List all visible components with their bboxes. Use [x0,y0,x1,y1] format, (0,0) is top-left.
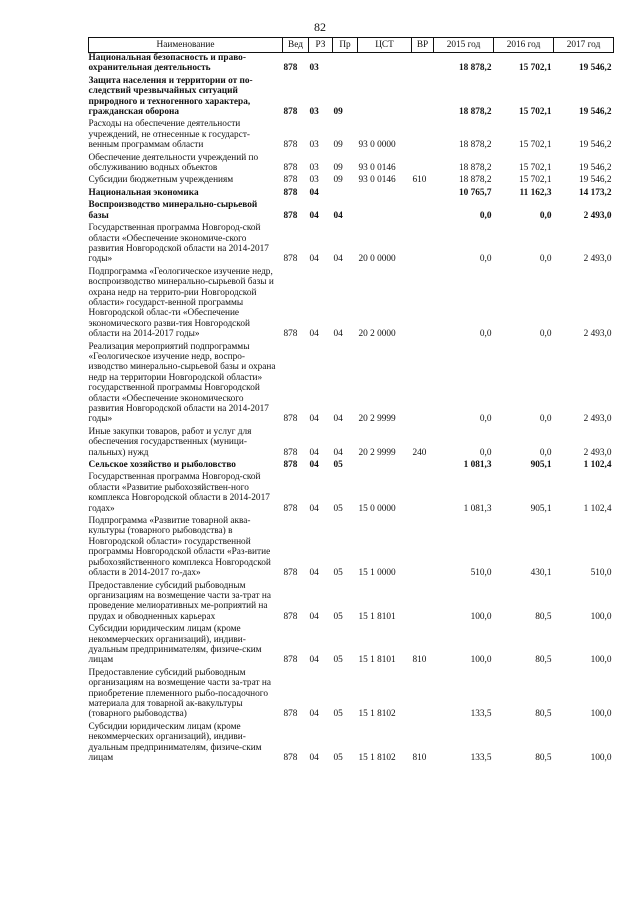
row-value-2015: 510,0 [470,568,492,579]
row-value-2015: 18 878,2 [458,140,492,151]
column-header-pr: Пр [333,38,358,53]
table-row [89,175,614,187]
row-value-2015: 0,0 [479,414,492,425]
row-cst: 15 0 0000 [358,503,396,514]
column-header-2016: 2016 год [494,38,554,53]
row-pr: 05 [333,460,343,471]
row-value-2016: 0,0 [539,447,552,458]
row-value-2016: 0,0 [539,329,552,340]
row-value-2017: 2 493,0 [583,414,612,425]
row-ved: 878 [283,460,298,471]
row-name: Защита населения и территории от по-следствий чрезвычайных ситуаций природного и техногенного характера, гражданская оборона [88,75,253,118]
row-name: Субсидии бюджетным учреждениям [88,175,234,186]
row-vr: 240 [412,447,427,458]
row-value-2016: 0,0 [539,210,552,221]
row-ved: 878 [283,568,298,579]
row-name: Национальная экономика [88,187,199,198]
row-rz: 04 [309,568,319,579]
row-rz: 04 [309,210,319,221]
column-header-2017: 2017 год [554,38,614,53]
row-name: Государственная программа Новгород-ской области «Развитие рыбохозяйствен-ного комплекса Новгородской области в 2014-2017 годах» [88,472,270,514]
row-value-2016: 905,1 [530,460,552,471]
table-row [89,76,614,120]
row-name: Реализация мероприятий подпрограммы «Геологическое изучение недр, воспро-изводство минерально-сырьевой базы и охрана недр на территории Новгородской области» государственной программы Новгородской области «Обеспечение экономического развития Новгородской области на 2014-2017 годы» [88,341,276,425]
row-cst: 93 0 0146 [358,163,396,174]
row-name: Подпрограмма «Развитие товарной аква-культуры (товарного рыбоводства) в Новгородской области» государственной программы Новгородской области «Раз-витие рыбохозяйственного комплекса Новгородской области в 2014-2017 го-дах» [88,516,271,579]
row-value-2015: 1 081,3 [463,503,492,514]
row-rz: 04 [309,655,319,666]
row-value-2015: 0,0 [479,254,492,265]
row-value-2015: 133,5 [470,709,492,720]
row-value-2015: 18 878,2 [458,63,492,74]
row-pr [333,53,358,76]
table-row [89,188,614,200]
row-name: Сельское хозяйство и рыболовство [88,460,236,471]
row-ved: 878 [283,503,298,514]
row-value-2017: 510,0 [590,568,612,579]
row-name: Подпрограмма «Геологическое изучение недр, воспроизводство минерально-сырьевой базы и охрана недр на террито-рии Новгородской области» государст-венной программы Новгородской облас-ти «Обеспечение экономического разви-тия Новгородской области на 2014-2017 годы» [88,266,274,340]
row-value-2017: 19 546,2 [578,175,612,186]
row-ved: 878 [283,329,298,340]
row-vr [412,581,434,625]
row-rz: 04 [309,187,319,198]
row-ved: 878 [283,175,298,186]
column-header-cst: ЦСТ [358,38,412,53]
row-pr: 04 [333,414,343,425]
row-value-2016: 80,5 [535,611,552,622]
column-header-ved: Вед [283,38,309,53]
row-value-2017: 100,0 [590,611,612,622]
row-value-2017: 19 546,2 [578,163,612,174]
table-row [89,722,614,766]
row-ved: 878 [283,63,298,74]
row-value-2015: 0,0 [479,210,492,221]
row-value-2015: 18 878,2 [458,107,492,118]
row-cst: 93 0 0000 [358,140,396,151]
row-value-2015: 0,0 [479,447,492,458]
row-value-2015: 0,0 [479,329,492,340]
row-value-2017: 14 173,2 [578,187,612,198]
row-vr: 810 [412,655,427,666]
column-header-2015: 2015 год [434,38,494,53]
row-cst: 15 1 8101 [358,611,396,622]
row-name: Обеспечение деятельности учреждений по обслуживанию водных объектов [88,152,259,174]
table-row [89,427,614,460]
column-header-name: Наименование [89,38,283,53]
row-vr [412,516,434,580]
row-rz: 03 [309,140,319,151]
row-vr [412,119,434,152]
row-name: Воспроизводство минерально-сырьевой базы [88,200,258,221]
row-ved: 878 [283,140,298,151]
row-value-2017: 2 493,0 [583,254,612,265]
row-ved: 878 [283,753,298,763]
row-rz: 04 [309,503,319,514]
row-rz: 04 [309,753,319,763]
budget-table [88,37,614,765]
row-name: Предоставление субсидий рыбоводным организациям на возмещение части за-трат на проведение мелиоративных ме-роприятий на прудах и обводненных карьерах [88,580,271,622]
row-cst: 15 1 8101 [358,655,396,666]
row-value-2016: 430,1 [530,568,552,579]
table-row [89,200,614,223]
row-vr [412,153,434,176]
row-name: Государственная программа Новгород-ской области «Обеспечение экономиче-ского развития Новгородской области на 2014-2017 годы» [88,223,269,265]
row-value-2016: 15 702,1 [518,175,552,186]
row-cst [358,53,412,76]
row-value-2017: 100,0 [590,655,612,666]
row-pr: 09 [333,107,343,118]
row-value-2016: 0,0 [539,414,552,425]
table-body [89,53,614,766]
row-pr: 04 [333,210,343,221]
table-row [89,581,614,625]
row-pr: 04 [333,447,343,458]
row-pr: 05 [333,753,343,763]
row-cst: 20 2 9999 [358,414,396,425]
row-rz: 03 [309,163,319,174]
row-value-2017: 2 493,0 [583,447,612,458]
row-cst: 15 1 8102 [358,709,396,720]
row-value-2016: 80,5 [535,655,552,666]
row-ved: 878 [283,107,298,118]
row-pr: 05 [333,568,343,579]
row-value-2015: 133,5 [470,753,492,763]
row-value-2016: 15 702,1 [518,140,552,151]
row-ved: 878 [283,447,298,458]
row-vr: 810 [412,753,427,763]
row-vr [412,668,434,722]
row-rz: 04 [309,447,319,458]
row-value-2016: 0,0 [539,254,552,265]
row-value-2015: 100,0 [470,611,492,622]
row-pr: 09 [333,140,343,151]
row-value-2017: 19 546,2 [578,140,612,151]
row-name: Субсидии юридическим лицам (кроме некоммерческих организаций), индиви-дуальным предпринимателям, физиче-ским лицам [88,721,262,763]
row-cst: 20 0 0000 [358,254,396,265]
row-ved: 878 [283,210,298,221]
row-name: Предоставление субсидий рыбоводным организациям на возмещение части за-трат на приобретение племенного рыбо-посадочного материала для товарной ак-вакультуры (товарного рыбоводства) [88,667,271,720]
row-value-2016: 15 702,1 [518,107,552,118]
row-rz: 04 [309,414,319,425]
row-rz: 03 [309,107,319,118]
row-value-2015: 18 878,2 [458,175,492,186]
row-pr: 05 [333,611,343,622]
row-value-2017: 1 102,4 [583,460,612,471]
row-vr [412,200,434,223]
row-ved: 878 [283,187,298,198]
row-cst: 20 2 9999 [358,447,396,458]
row-cst: 20 2 0000 [358,329,396,340]
row-value-2017: 19 546,2 [578,107,612,118]
row-rz: 03 [309,175,319,186]
column-header-rz: РЗ [309,38,333,53]
row-cst [358,76,412,120]
row-pr [333,188,358,200]
row-pr: 05 [333,503,343,514]
row-vr [412,472,434,516]
row-name: Иные закупки товаров, работ и услуг для обеспечения государственных (муници-пальных) нужд [88,426,252,458]
table-row [89,153,614,176]
row-ved: 878 [283,414,298,425]
row-vr: 610 [412,175,427,186]
row-pr: 09 [333,175,343,186]
row-value-2016: 80,5 [535,709,552,720]
row-rz: 04 [309,329,319,340]
row-value-2017: 1 102,4 [583,503,612,514]
row-cst [358,200,412,223]
table-row [89,119,614,152]
row-value-2016: 15 702,1 [518,63,552,74]
row-value-2017: 100,0 [590,753,612,763]
row-value-2017: 2 493,0 [583,329,612,340]
row-ved: 878 [283,254,298,265]
row-value-2015: 100,0 [470,655,492,666]
row-name: Национальная безопасность и право-охранительная деятельность [88,53,246,74]
page-number: 82 [314,20,326,34]
row-ved: 878 [283,655,298,666]
row-cst [358,188,412,200]
row-rz: 04 [309,709,319,720]
column-header-vr: ВР [412,38,434,53]
row-pr: 04 [333,329,343,340]
row-vr [412,267,434,342]
row-value-2017: 100,0 [590,709,612,720]
row-cst [358,460,412,472]
row-rz: 04 [309,460,319,471]
row-rz: 03 [309,63,319,74]
row-ved: 878 [283,163,298,174]
row-cst: 15 1 0000 [358,568,396,579]
row-vr [412,76,434,120]
row-vr [412,342,434,427]
row-value-2016: 15 702,1 [518,163,552,174]
row-value-2016: 80,5 [535,753,552,763]
table-row [89,668,614,722]
row-ved: 878 [283,709,298,720]
table-row [89,460,614,472]
row-value-2017: 19 546,2 [578,63,612,74]
row-ved: 878 [283,611,298,622]
table-row [89,472,614,516]
row-name: Субсидии юридическим лицам (кроме некоммерческих организаций), индиви-дуальным предпринимателям, физиче-ским лицам [88,624,262,666]
row-value-2015: 18 878,2 [458,163,492,174]
row-value-2015: 10 765,7 [458,187,492,198]
row-name: Расходы на обеспечение деятельности учреждений, не отнесенные к государст-венным программам области [88,119,250,151]
table-header-row [89,38,614,53]
table-row [89,342,614,427]
table-row [89,267,614,342]
row-pr: 05 [333,709,343,720]
row-vr [412,188,434,200]
row-pr: 09 [333,163,343,174]
table-row [89,53,614,76]
row-value-2017: 2 493,0 [583,210,612,221]
row-value-2016: 11 162,3 [519,187,552,198]
table-row [89,223,614,267]
row-value-2016: 905,1 [530,503,552,514]
row-cst: 93 0 0146 [358,175,396,186]
row-pr: 05 [333,655,343,666]
row-vr [412,223,434,267]
table-row [89,516,614,580]
table-row [89,624,614,668]
row-vr [412,460,434,472]
row-value-2015: 1 081,3 [463,460,492,471]
row-rz: 04 [309,254,319,265]
row-vr [412,53,434,76]
row-pr: 04 [333,254,343,265]
row-rz: 04 [309,611,319,622]
row-cst: 15 1 8102 [358,753,396,763]
